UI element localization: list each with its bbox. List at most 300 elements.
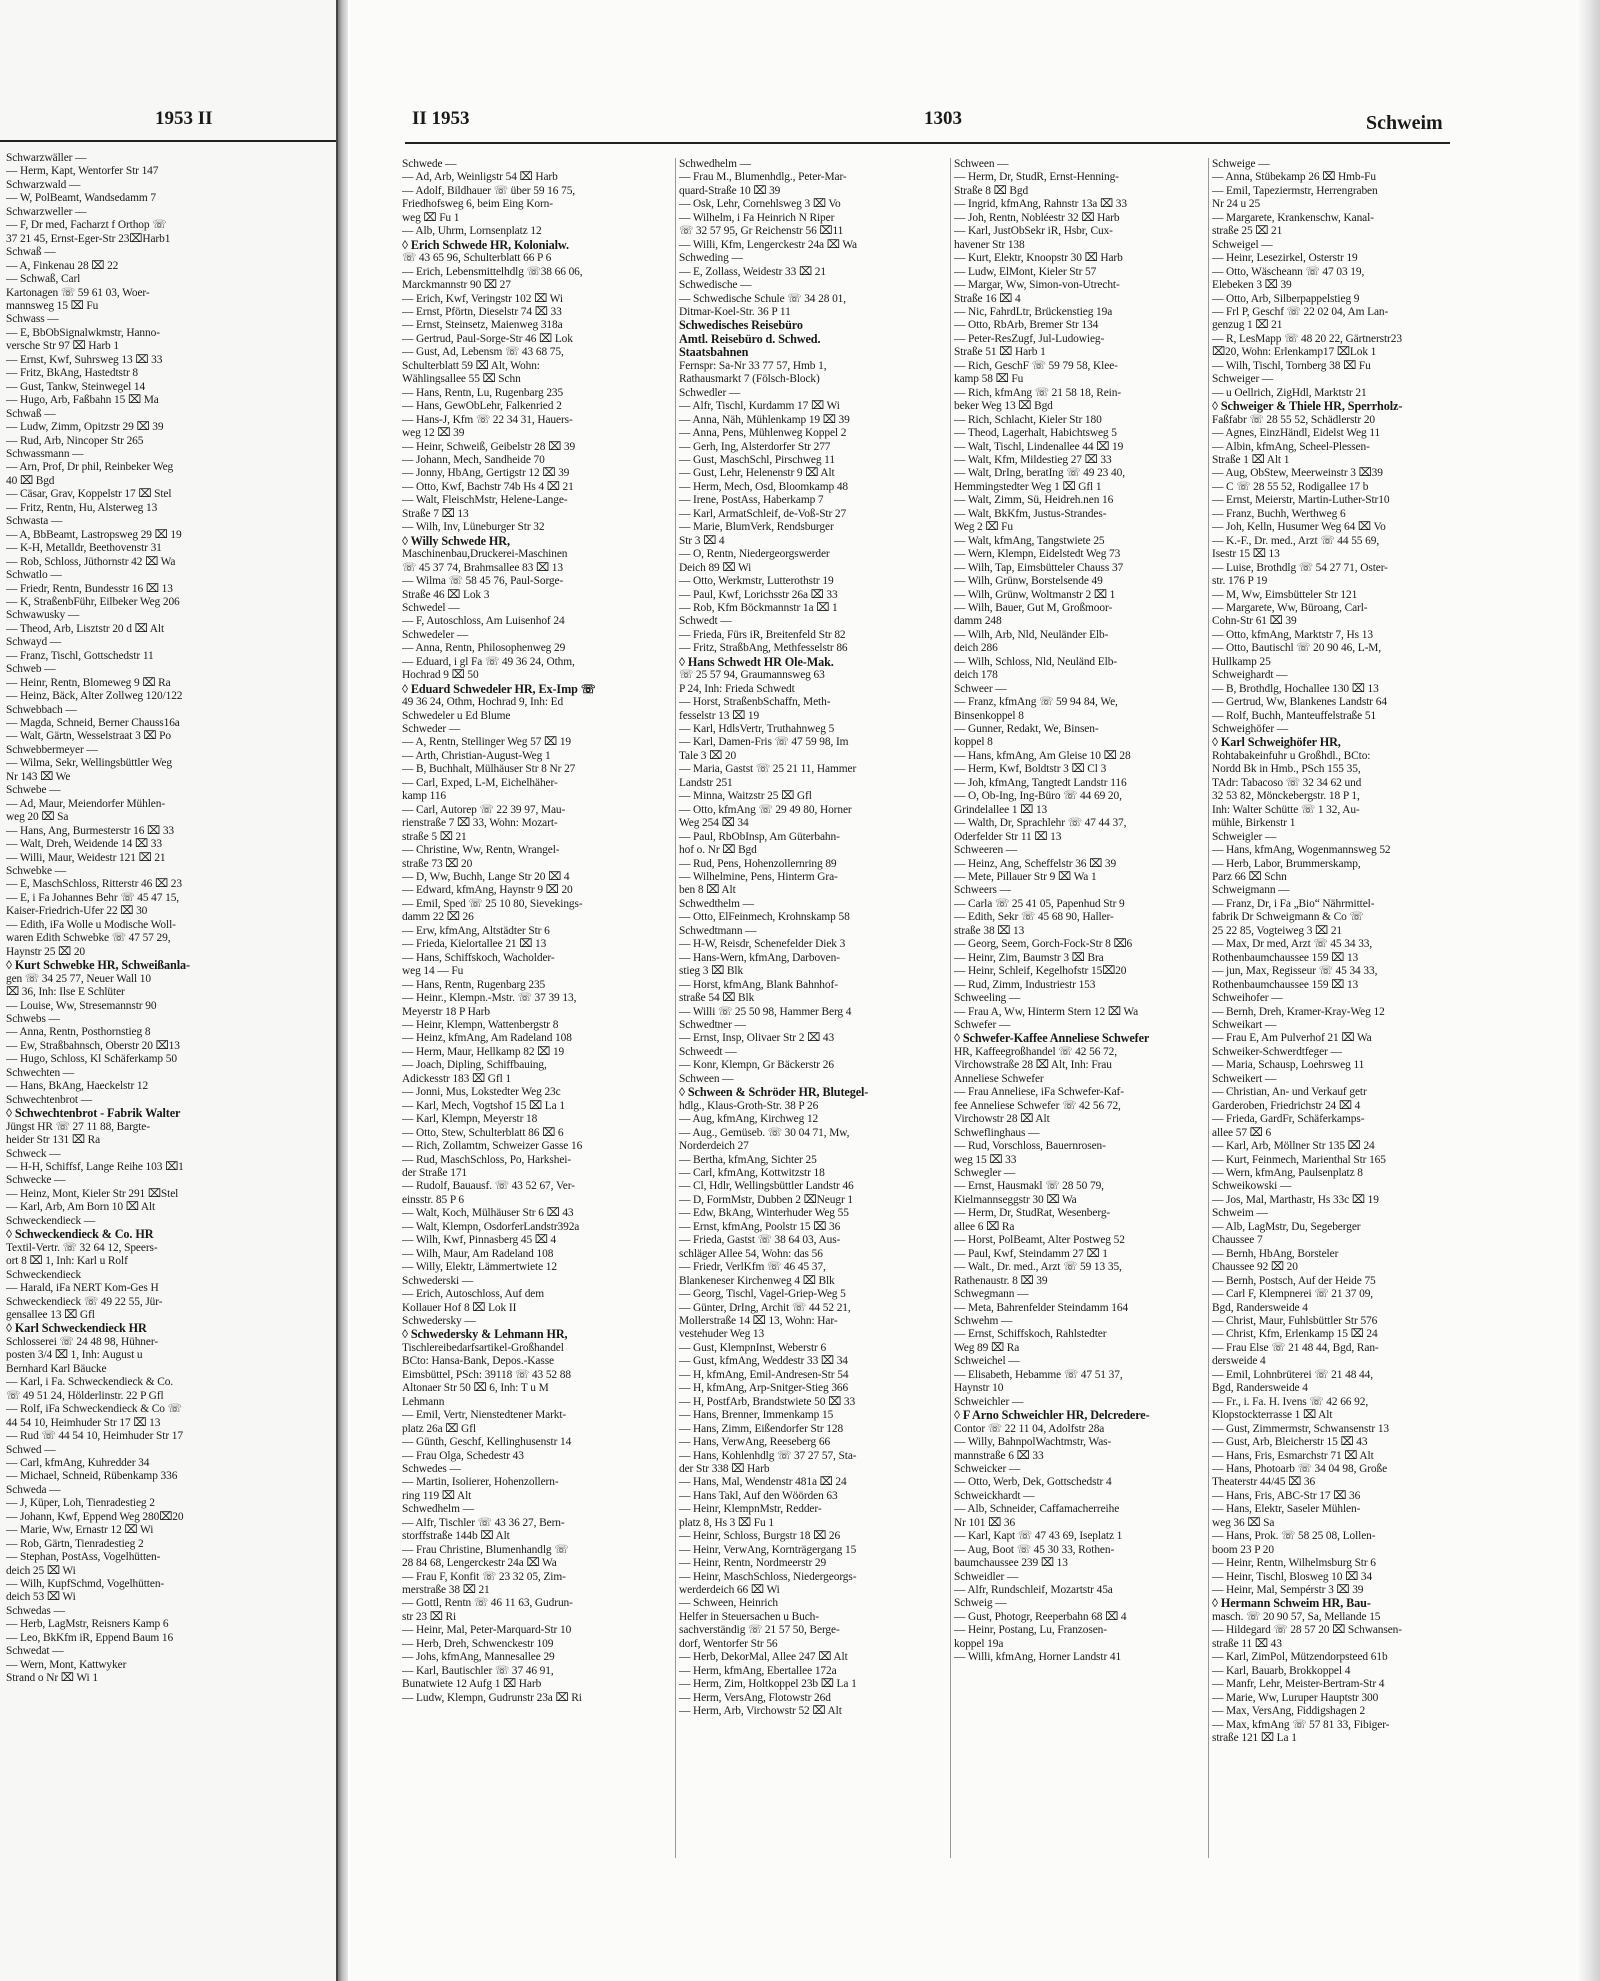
directory-entry-line: storffstraße 144b ⌧ Alt — [402, 1530, 510, 1543]
surname-heading: Schween — — [679, 1072, 734, 1085]
directory-entry-line: — Otto, Werb, Dek, Gottschedstr 4 — [954, 1476, 1112, 1489]
surname-heading: Schweigler — — [1212, 830, 1277, 843]
directory-entry-line: — A, Finkenau 28 ⌧ 22 — [6, 259, 119, 272]
directory-entry-line: — Michael, Schneid, Rübenkamp 336 — [6, 1470, 178, 1483]
surname-heading: Schweighardt — — [1212, 669, 1288, 682]
directory-entry-line: — Emil, Vertr, Nienstedtener Markt- — [402, 1409, 567, 1422]
directory-entry-line: Kollauer Hof 8 ⌧ Lok II — [402, 1301, 517, 1314]
directory-entry-line: — Aug, ObStew, Meerweinstr 3 ⌧39 — [1212, 467, 1383, 480]
directory-entry-line: ☏ 32 57 95, Gr Reichenstr 56 ⌧11 — [679, 225, 844, 238]
directory-entry-line: einsstr. 85 P 6 — [402, 1193, 464, 1206]
directory-entry-line: Amtl. Reisebüro d. Schwed. — [679, 332, 821, 346]
directory-entry-line: Hochrad 9 ⌧ 50 — [402, 669, 479, 682]
directory-entry-line: — Cl, Hdlr, Wellingsbüttler Landstr 46 — [679, 1180, 854, 1193]
directory-entry-line: — Ad, Maur, Meiendorfer Mühlen- — [6, 797, 166, 810]
directory-entry-line: — Magda, Schneid, Berner Chauss16a — [6, 717, 180, 730]
directory-entry-line: — Heinr, Rentn, Wilhelmsburg Str 6 — [1212, 1557, 1376, 1570]
directory-entry-line: str 23 ⌧ Ri — [402, 1610, 457, 1623]
surname-heading: Schwassmann — — [6, 447, 84, 460]
directory-entry-line: — Heinz, Ang, Scheffelstr 36 ⌧ 39 — [954, 857, 1117, 870]
directory-entry-line: — Theod, Arb, Lisztstr 20 d ⌧ Alt — [6, 622, 165, 635]
directory-entry-line: — Marie, Ww, Ernastr 12 ⌧ Wi — [6, 1524, 154, 1537]
directory-entry-line: — Rich, Schlacht, Kieler Str 180 — [954, 413, 1102, 426]
directory-entry-line: Haynstr 10 — [954, 1382, 1004, 1395]
directory-entry-line: — Wern, Klempn, Eidelstedt Weg 73 — [954, 548, 1121, 561]
directory-entry-line: Cohn-Str 61 ⌧ 39 — [1212, 615, 1297, 628]
surname-heading: Schweihofer — — [1212, 992, 1283, 1005]
directory-entry-line: fesselstr 13 ⌧ 19 — [679, 709, 760, 722]
directory-entry-line: — Erw, kfmAng, Altstädter Str 6 — [402, 924, 550, 937]
surname-heading: Schwedhelm — — [402, 1503, 474, 1516]
directory-entry-line: — Ludw, ElMont, Kieler Str 57 — [954, 265, 1097, 278]
directory-entry-line: — Otto, Bautischl ☏ 20 90 46, L-M, — [1212, 642, 1382, 655]
directory-entry-line: merstraße 38 ⌧ 21 — [402, 1584, 490, 1597]
surname-heading: Schwatlo — — [6, 569, 62, 582]
directory-entry-line: — Otto, Werkmstr, Lutterothstr 19 — [679, 575, 834, 588]
surname-heading: Schweigel — — [1212, 238, 1273, 251]
directory-entry-line: — Bertha, kfmAng, Sichter 25 — [679, 1153, 817, 1166]
directory-entry-line: — E, BbObSignalwkmstr, Hanno- — [6, 326, 160, 339]
directory-entry-line: — Fr., i. Fa. H. Ivens ☏ 42 66 92, — [1212, 1395, 1369, 1408]
directory-entry-line: — Carl F, Klempnerei ☏ 21 37 09, — [1212, 1288, 1374, 1301]
directory-entry-line: havener Str 138 — [954, 238, 1025, 251]
directory-entry-line: — Rob, Gärtn, Tienradestieg 2 — [6, 1537, 144, 1550]
directory-entry-line: straße 38 ⌧ 13 — [954, 924, 1025, 937]
left-page-column — [6, 152, 324, 1872]
directory-entry-line: — Fritz, StraßbAng, Methfesselstr 86 — [679, 642, 848, 655]
directory-entry-line: — Irene, PostAss, Haberkamp 7 — [679, 494, 824, 507]
directory-entry-line: deich 25 ⌧ Wi — [6, 1564, 76, 1577]
directory-entry-line: — Walt, Koch, Mülhäuser Str 6 ⌧ 43 — [402, 1207, 574, 1220]
directory-entry-line: Jüngst HR ☏ 27 11 88, Bargte- — [6, 1120, 150, 1133]
directory-entry-line: — Franz, Tischl, Gottschedstr 11 — [6, 649, 154, 662]
directory-entry-line: Rohtabakeinfuhr u Großhdl., BCto: — [1212, 749, 1371, 762]
surname-heading: Schwebbermeyer — — [6, 743, 98, 756]
directory-entry-line: Haynstr 25 ⌧ 20 — [6, 945, 86, 958]
directory-entry-line: — Wilhelmine, Pens, Hinterm Gra- — [679, 871, 838, 884]
directory-entry-line: — Ernst, kfmAng, Poolstr 15 ⌧ 36 — [679, 1220, 841, 1233]
directory-entry-line: ☏ 43 65 96, Schulterblatt 66 P 6 — [402, 252, 552, 265]
directory-entry-line: ⌧20, Wohn: Erlenkamp17 ⌧Lok 1 — [1212, 346, 1377, 359]
directory-entry-line: — Hans, Brenner, Immenkamp 15 — [679, 1409, 834, 1422]
directory-entry-line: — Wilma ☏ 58 45 76, Paul-Sorge- — [402, 575, 564, 588]
directory-entry-line: — B, Brothdlg, Hochallee 130 ⌧ 13 — [1212, 682, 1379, 695]
surname-heading: Schwederski — — [402, 1274, 474, 1287]
directory-entry-line: — Walt, Tischl, Lindenallee 44 ⌧ 19 — [954, 440, 1124, 453]
directory-entry-line: — Osk, Lehr, Cornehlsweg 3 ⌧ Vo — [679, 198, 841, 211]
directory-entry-line: — Hans, GewObLehr, Falkenried 2 — [402, 400, 562, 413]
directory-entry-line: — Harald, iFa NERT Kom-Ges H — [6, 1282, 159, 1295]
directory-entry-line: — Karl, Mech, Vogtshof 15 ⌧ La 1 — [402, 1099, 565, 1112]
directory-entry-line: — Mete, Pillauer Str 9 ⌧ Wa 1 — [954, 871, 1097, 884]
directory-entry-line: — A, Rentn, Stellinger Weg 57 ⌧ 19 — [402, 736, 572, 749]
directory-entry-line: Rathenaustr. 8 ⌧ 39 — [954, 1274, 1048, 1287]
directory-entry-line: ◊ F Arno Schweichler HR, Delcredere- — [954, 1409, 1150, 1423]
directory-entry-line: — O, Ob-Ing, Ing-Büro ☏ 44 69 20, — [954, 790, 1122, 803]
directory-entry-line: — Willy, Elektr, Lämmertwiete 12 — [402, 1261, 557, 1274]
running-head: Schweim — [1366, 112, 1443, 134]
directory-entry-line: — Paul, Kwf, Lorichsstr 26a ⌧ 33 — [679, 588, 838, 601]
directory-entry-line: — Hans, Mal, Wendenstr 481a ⌧ 24 — [679, 1476, 847, 1489]
directory-entry-line: fee Anneliese Schwefer ☏ 42 56 72, — [954, 1099, 1121, 1112]
surname-heading: Schwegler — — [954, 1166, 1016, 1179]
directory-entry-line: — Louise, Ww, Stresemannstr 90 — [6, 999, 157, 1012]
directory-entry-line: — Max, Dr med, Arzt ☏ 45 34 33, — [1212, 938, 1373, 951]
directory-entry-line: Nr 101 ⌧ 36 — [954, 1516, 1016, 1529]
directory-entry-line: Hullkamp 25 — [1212, 655, 1271, 668]
directory-entry-line: — Karl, Arb, Möllner Str 135 ⌧ 24 — [1212, 1140, 1375, 1153]
directory-entry-line: schläger Allee 54, Wohn: das 56 — [679, 1247, 823, 1260]
directory-entry-line: — Walt, DrIng, beratIng ☏ 49 23 40, — [954, 467, 1125, 480]
directory-entry-line: — Gust, Zimmermstr, Schwansenstr 13 — [1212, 1422, 1390, 1435]
surname-heading: Schweim — — [1212, 1207, 1268, 1220]
directory-entry-line: — Hans, Kohlenhdlg ☏ 37 27 57, Sta- — [679, 1449, 857, 1462]
directory-entry-line: — Hans, Rentn, Rugenbarg 235 — [402, 978, 546, 991]
directory-entry-line: kamp 58 ⌧ Fu — [954, 373, 1024, 386]
directory-entry-line: ⌧ 36, Inh: Ilse E Schlüter — [6, 986, 125, 999]
directory-entry-line: damm 22 ⌧ 26 — [402, 911, 474, 924]
directory-entry-line: Rothenbaumchaussee 159 ⌧ 13 — [1212, 951, 1359, 964]
directory-entry-line: — B, Buchhalt, Mülhäuser Str 8 Nr 27 — [402, 763, 576, 776]
directory-entry-line: — Karl, Klempn, Meyerstr 18 — [402, 1113, 538, 1126]
directory-entry-line: — Heinz, Mont, Kieler Str 291 ⌧Stel — [6, 1187, 179, 1200]
directory-entry-line: Wählingsallee 55 ⌧ Schn — [402, 373, 521, 386]
directory-entry-line: — Hans, Photoarb ☏ 34 04 98, Große — [1212, 1462, 1388, 1475]
directory-entry-line: koppel 8 — [954, 736, 993, 749]
directory-entry-line: — Schwedische Schule ☏ 34 28 01, — [679, 292, 847, 305]
directory-entry-line: — Hans, Fris, Esmarchstr 71 ⌧ Alt — [1212, 1449, 1374, 1462]
directory-entry-line: — Frau Anneliese, iFa Schwefer-Kaf- — [954, 1086, 1124, 1099]
directory-entry-line: Schwedeler u Ed Blume — [402, 709, 511, 722]
directory-entry-line: — Alfr, Rundschleif, Mozartstr 45a — [954, 1584, 1113, 1597]
directory-entry-line: koppel 19a — [954, 1637, 1004, 1650]
directory-entry-line: — Hans, Ang, Burmesterstr 16 ⌧ 33 — [6, 824, 175, 837]
directory-entry-line: — Edw, BkAng, Winterhuder Weg 55 — [679, 1207, 849, 1220]
directory-entry-line: ◊ Karl Schweighöfer HR, — [1212, 736, 1341, 750]
surname-heading: Schwawusky — — [6, 609, 80, 622]
directory-entry-line: Strand o Nr ⌧ Wi 1 — [6, 1672, 98, 1685]
directory-entry-line: 37 21 45, Ernst-Eger-Str 23⌧Harb1 — [6, 232, 171, 245]
surname-heading: Schweigmann — — [1212, 884, 1290, 897]
surname-heading: Schwayd — — [6, 636, 62, 649]
surname-heading: Schweikart — — [1212, 1019, 1277, 1031]
directory-entry-line: — Heinr, Mal, Peter-Marquard-Str 10 — [402, 1624, 572, 1637]
surname-heading: Schwasta — — [6, 515, 63, 528]
directory-entry-line: straße 54 ⌧ Blk — [679, 992, 755, 1005]
directory-entry-line: — Schween, Heinrich — [679, 1597, 779, 1610]
directory-entry-line: — Hans, VerwAng, Reeseberg 66 — [679, 1436, 831, 1449]
directory-entry-line: — Max, kfmAng ☏ 57 81 33, Fibiger- — [1212, 1718, 1390, 1731]
directory-column-1 — [402, 158, 672, 1868]
directory-entry-line: — Wilh, Bauer, Gut M, Großmoor- — [954, 601, 1113, 614]
directory-entry-line: — Stephan, PostAss, Vogelhütten- — [6, 1551, 161, 1564]
directory-entry-line: — Eduard, i gl Fa ☏ 49 36 24, Othm, — [402, 655, 575, 668]
directory-entry-line: ◊ Schwechtenbrot - Fabrik Walter — [6, 1107, 181, 1121]
directory-entry-line: Textil-Vertr. ☏ 32 64 12, Speers- — [6, 1241, 158, 1254]
surname-heading: Schweckendieck — — [6, 1214, 96, 1227]
directory-entry-line: Bunatwiete 12 Aufg 1 ⌧ Harb — [402, 1678, 542, 1691]
directory-entry-line: — Otto, ElFeinmech, Krohnskamp 58 — [679, 911, 850, 924]
directory-entry-line: Rathausmarkt 7 (Fölsch-Block) — [679, 373, 820, 386]
directory-entry-line: — Wilh, KupfSchmd, Vogelhütten- — [6, 1578, 165, 1591]
directory-entry-line: — Gust, MaschSchl, Pirschweg 11 — [679, 453, 835, 466]
directory-entry-line: — Ew, Straßbahnsch, Oberstr 20 ⌧13 — [6, 1039, 180, 1052]
directory-entry-line: — Anna, Stübekamp 26 ⌧ Hmb-Fu — [1212, 171, 1376, 184]
directory-entry-line: — Willy, BahnpolWachtmstr, Was- — [954, 1436, 1112, 1449]
directory-entry-line: — Ernst, Pförtn, Dieselstr 74 ⌧ 33 — [402, 305, 562, 318]
directory-entry-line: — Margar, Ww, Simon-von-Utrecht- — [954, 279, 1120, 292]
directory-entry-line: Kaiser-Friedrich-Ufer 22 ⌧ 30 — [6, 905, 148, 918]
directory-entry-line: — Alb, LagMstr, Du, Segeberger — [1212, 1220, 1361, 1233]
directory-entry-line: Adickesstr 183 ⌧ Gfl 1 — [402, 1072, 511, 1085]
directory-entry-line: BCto: Hansa-Bank, Depos.-Kasse — [402, 1355, 555, 1368]
surname-heading: Schwecke — — [6, 1174, 66, 1187]
directory-entry-line: — Otto, Stew, Schulterblatt 86 ⌧ 6 — [402, 1126, 564, 1139]
directory-entry-line: — Herm, Mech, Osd, Bloomkamp 48 — [679, 480, 849, 493]
directory-entry-line: — Karl, Bautischler ☏ 37 46 91, — [402, 1664, 554, 1677]
directory-entry-line: — Schwaß, Carl — [6, 273, 81, 286]
directory-entry-line: der Straße 171 — [402, 1166, 468, 1179]
directory-entry-line: — Otto, RbArb, Bremer Str 134 — [954, 319, 1099, 332]
directory-entry-line: — Fritz, Rentn, Hu, Alsterweg 13 — [6, 501, 158, 514]
directory-entry-line: Meyerstr 18 P Harb — [402, 1005, 490, 1018]
directory-entry-line: — Frau Else ☏ 21 48 44, Bgd, Ran- — [1212, 1341, 1379, 1354]
directory-entry-line: ◊ Erich Schwede HR, Kolonialw. — [402, 238, 569, 252]
directory-entry-line: — Walth, Dr, Sprachlehr ☏ 47 44 37, — [954, 817, 1127, 830]
directory-entry-line: — Gertrud, Paul-Sorge-Str 46 ⌧ Lok — [402, 332, 573, 345]
directory-entry-line: — Horst, kfmAng, Blank Bahnhof- — [679, 978, 838, 991]
surname-heading: Schwedersky — — [402, 1314, 476, 1327]
directory-entry-line: Contor ☏ 22 11 04, Adolfstr 28a — [954, 1422, 1105, 1435]
directory-entry-line: — Paul, Kwf, Steindamm 27 ⌧ 1 — [954, 1247, 1108, 1260]
directory-entry-line: — Horst, PolBeamt, Alter Postweg 52 — [954, 1234, 1125, 1247]
directory-entry-line: — Marie, BlumVerk, Rendsburger — [679, 521, 834, 534]
header-rule-left — [0, 140, 336, 142]
directory-entry-line: — Georg, Seem, Gorch-Fock-Str 8 ⌧6 — [954, 938, 1133, 951]
surname-heading: Schweidler — — [954, 1570, 1019, 1583]
directory-entry-line: — Walt, kfmAng, Tangstwiete 25 — [954, 534, 1105, 547]
directory-entry-line: — Christian, An- und Verkauf getr — [1212, 1086, 1367, 1099]
directory-entry-line: Straße 51 ⌧ Harb 1 — [954, 346, 1046, 359]
directory-entry-line: — Rolf, iFa Schweckendieck & Co ☏ — [6, 1403, 182, 1416]
directory-entry-line: — Peter-ResZugf, Jul-Ludowieg- — [954, 332, 1105, 345]
column-separator — [950, 158, 951, 1858]
directory-entry-line: ◊ Schweckendieck & Co. HR — [6, 1228, 154, 1242]
directory-entry-line: — Wilh, Schloss, Nld, Neuländ Elb- — [954, 655, 1117, 668]
directory-entry-line: — Alfr, Tischl, Kurdamm 17 ⌧ Wi — [679, 400, 840, 413]
directory-entry-line: — Franz, kfmAng ☏ 59 94 84, We, — [954, 696, 1118, 709]
directory-entry-line: straße 5 ⌧ 21 — [402, 830, 467, 843]
directory-entry-line: Hemmingstedter Weg 1 ⌧ Gfl 1 — [954, 480, 1102, 493]
directory-entry-line: — Gust, Photogr, Reeperbahn 68 ⌧ 4 — [954, 1610, 1127, 1623]
directory-entry-line: — Wilma, Sekr, Wellingsbüttler Weg — [6, 757, 172, 770]
directory-entry-line: — Erich, Kwf, Veringstr 102 ⌧ Wi — [402, 292, 563, 305]
directory-entry-line: — Heinr, Rentn, Nordmeerstr 29 — [679, 1557, 827, 1570]
directory-entry-line: — Wilh, Inv, Lüneburger Str 32 — [402, 521, 545, 534]
directory-entry-line: deich 286 — [954, 642, 998, 655]
directory-entry-line: Bgd, Randersweide 4 — [1212, 1382, 1308, 1395]
directory-entry-line: — F, Autoschloss, Am Luisenhof 24 — [402, 615, 565, 628]
directory-entry-line: — Heinr, Schloss, Burgstr 18 ⌧ 26 — [679, 1530, 841, 1543]
directory-entry-line: straße 11 ⌧ 43 — [1212, 1637, 1282, 1650]
directory-entry-line: — Wilh, Kwf, Pinnasberg 45 ⌧ 4 — [402, 1234, 557, 1247]
directory-entry-line: — Walt, Klempn, OsdorferLandstr392a — [402, 1220, 580, 1233]
directory-entry-line: ☏ 45 37 74, Brahmsallee 83 ⌧ 13 — [402, 561, 563, 574]
directory-entry-line: — Walt, Kfm, Mildestieg 27 ⌧ 33 — [954, 453, 1112, 466]
directory-entry-line: — Frau Olga, Schedestr 43 — [402, 1449, 524, 1462]
surname-heading: Schweck — — [6, 1147, 61, 1160]
directory-entry-line: — Manfr, Lehr, Meister-Bertram-Str 4 — [1212, 1678, 1385, 1691]
directory-entry-line: — Heinz, Bäck, Alter Zollweg 120/122 — [6, 690, 183, 703]
directory-entry-line: — H, kfmAng, Emil-Andresen-Str 54 — [679, 1368, 849, 1381]
directory-entry-line: — Heinr, Schweiß, Geibelstr 28 ⌧ 39 — [402, 440, 576, 453]
directory-entry-line: — Heinr, KlempnMstr, Redder- — [679, 1503, 822, 1516]
directory-entry-line: — Wern, kfmAng, Paulsenplatz 8 — [1212, 1166, 1363, 1179]
directory-entry-line: Nordd Bk in Hmb., PSch 155 35, — [1212, 763, 1361, 776]
surname-heading: Schwedhelm — — [679, 158, 751, 170]
directory-entry-line: kamp 116 — [402, 790, 447, 803]
directory-entry-line: — Jonny, HbAng, Gertigstr 12 ⌧ 39 — [402, 467, 570, 480]
surname-heading: Schwebs — — [6, 1013, 60, 1025]
directory-entry-line: — Willi, Maur, Weidestr 121 ⌧ 21 — [6, 851, 166, 864]
directory-entry-line: — Johann, Kwf, Eppend Weg 280⌧20 — [6, 1510, 184, 1523]
column-separator — [1208, 158, 1209, 1858]
directory-entry-line: gensallee 13 ⌧ Gfl — [6, 1308, 95, 1321]
directory-entry-line: — Gerh, Ing, Alsterdorfer Str 277 — [679, 440, 831, 453]
directory-entry-line: fabrik Dr Schweigmann & Co ☏ — [1212, 911, 1364, 924]
directory-entry-line: — Ernst, Insp, Olivaer Str 2 ⌧ 43 — [679, 1032, 835, 1045]
directory-entry-line: — Wilh, Arb, Nld, Neuländer Elb- — [954, 628, 1109, 641]
directory-entry-line: Elebeken 3 ⌧ 39 — [1212, 279, 1292, 292]
directory-entry-line: — Anna, Näh, Mühlenkamp 19 ⌧ 39 — [679, 413, 850, 426]
directory-entry-line: — Cäsar, Grav, Koppelstr 17 ⌧ Stel — [6, 488, 172, 501]
directory-entry-line: — Rob, Schloss, Jüthornstr 42 ⌧ Wa — [6, 555, 176, 568]
surname-heading: Schwebe — — [6, 784, 61, 797]
surname-heading: Schweeling — — [954, 992, 1021, 1005]
directory-entry-line: Weg 89 ⌧ Ra — [954, 1341, 1020, 1354]
directory-entry-line: — Gertrud, Ww, Blankenes Landstr 64 — [1212, 696, 1387, 709]
directory-entry-line: masch. ☏ 20 90 57, Sa, Mellande 15 — [1212, 1610, 1381, 1623]
directory-entry-line: — Wilhelm, i Fa Heinrich N Riper — [679, 211, 835, 224]
surname-heading: Schwebbach — — [6, 703, 77, 716]
directory-entry-line: heider Str 131 ⌧ Ra — [6, 1134, 101, 1147]
right-page-header-left: II 1953 — [412, 108, 470, 129]
surname-heading: Schweflinghaus — — [954, 1126, 1040, 1139]
directory-entry-line: 49 36 24, Othm, Hochrad 9, Inh: Ed — [402, 696, 564, 709]
directory-entry-line: Staatsbahnen — [679, 346, 749, 360]
directory-entry-line: — Hans, Elektr, Saseler Mühlen- — [1212, 1503, 1361, 1516]
surname-heading: Schwechten — — [6, 1066, 75, 1079]
directory-entry-line: — Wilh, Grünw, Woltmanstr 2 ⌧ 1 — [954, 588, 1116, 601]
directory-entry-line: Schlosserei ☏ 24 48 98, Hühner- — [6, 1335, 159, 1348]
directory-entry-line: — Herb, Labor, Brummerskamp, — [1212, 857, 1361, 870]
directory-entry-line: Isestr 15 ⌧ 13 — [1212, 548, 1280, 561]
directory-entry-line: — Arth, Christian-August-Weg 1 — [402, 749, 551, 762]
directory-entry-line: — W, PolBeamt, Wandsedamm 7 — [6, 192, 156, 205]
directory-entry-line: str. 176 P 19 — [1212, 575, 1268, 588]
directory-entry-line: mühle, Birkenstr 1 — [1212, 817, 1296, 830]
directory-entry-line: weg 20 ⌧ Sa — [6, 811, 69, 824]
directory-entry-line: Lehmann — [402, 1395, 445, 1408]
surname-heading: Schweickhardt — — [954, 1489, 1035, 1502]
surname-heading: Schwedeler — — [402, 628, 469, 641]
directory-entry-line: mannsweg 15 ⌧ Fu — [6, 299, 99, 312]
directory-entry-line: weg 15 ⌧ 33 — [954, 1153, 1017, 1166]
directory-entry-line: baumchaussee 239 ⌧ 13 — [954, 1557, 1068, 1570]
directory-entry-line: — Wilh, Tischl, Tornberg 38 ⌧ Fu — [1212, 359, 1371, 372]
directory-entry-line: — D, Ww, Buchh, Lange Str 20 ⌧ 4 — [402, 871, 570, 884]
directory-entry-line: mannstraße 6 ⌧ 33 — [954, 1449, 1044, 1462]
directory-entry-line: weg ⌧ Fu 1 — [402, 211, 460, 224]
directory-entry-line: — Maria, Schausp, Loehrsweg 11 — [1212, 1059, 1365, 1072]
surname-heading: Schwechtenbrot — — [6, 1093, 93, 1106]
directory-entry-line: — Heinr, Mal, Sempérstr 3 ⌧ 39 — [1212, 1584, 1364, 1597]
directory-entry-line: — K, StraßenbFühr, Eilbeker Weg 206 — [6, 595, 180, 608]
directory-entry-line: — Herm, Maur, Hellkamp 82 ⌧ 19 — [402, 1045, 565, 1058]
directory-entry-line: — Willi, Kfm, Lengerckestr 24a ⌧ Wa — [679, 238, 858, 251]
directory-entry-line: — Carla ☏ 25 41 05, Papenhud Str 9 — [954, 897, 1125, 910]
directory-entry-line: — Gust, kfmAng, Weddestr 33 ⌧ 34 — [679, 1355, 848, 1368]
directory-entry-line: — Herm, Kwf, Boldtstr 3 ⌧ Cl 3 — [954, 763, 1107, 776]
directory-entry-line: — Edith, iFa Wolle u Modische Woll- — [6, 918, 176, 931]
directory-entry-line: — Carl, Autorep ☏ 22 39 97, Mau- — [402, 803, 566, 816]
directory-entry-line: — Frau M., Blumenhdlg., Peter-Mar- — [679, 171, 847, 184]
directory-entry-line: — Jos, Mal, Marthastr, Hs 33c ⌧ 19 — [1212, 1193, 1379, 1206]
directory-entry-line: — R, LesMapp ☏ 48 20 22, Gärtnerstr23 — [1212, 332, 1402, 345]
surname-heading: Schweiker-Schwerdtfeger — — [1212, 1045, 1342, 1058]
directory-entry-line: — Heinr., Klempn.-Mstr. ☏ 37 39 13, — [402, 992, 577, 1005]
surname-heading: Schwarzwald — — [6, 178, 81, 191]
directory-entry-line: — Herm, Kapt, Wentorfer Str 147 — [6, 165, 159, 178]
directory-entry-line: Tale 3 ⌧ 20 — [679, 749, 737, 762]
directory-entry-line: — Hans Takl, Auf den Wöörden 63 — [679, 1489, 838, 1502]
surname-heading: Schweiger — — [1212, 373, 1274, 386]
surname-heading: Schwed — — [6, 1443, 56, 1456]
directory-entry-line: — Elisabeth, Hebamme ☏ 47 51 37, — [954, 1368, 1123, 1381]
directory-entry-line: — Arn, Prof, Dr phil, Reinbeker Weg — [6, 461, 174, 474]
surname-heading: Schweig — — [954, 1597, 1007, 1610]
directory-entry-line: — Gust, Arb, Bleicherstr 15 ⌧ 43 — [1212, 1436, 1368, 1449]
directory-entry-line: — Heinr, Zim, Baumstr 3 ⌧ Bra — [954, 951, 1104, 964]
directory-entry-line: — Christ, Maur, Fuhlsbüttler Str 576 — [1212, 1314, 1378, 1327]
directory-entry-line: — Heinr, Postang, Lu, Franzosen- — [954, 1624, 1107, 1637]
directory-entry-line: — Margarete, Krankenschw, Kanal- — [1212, 211, 1374, 224]
directory-entry-line: — Ad, Arb, Weinligstr 54 ⌧ Harb — [402, 171, 558, 184]
directory-entry-line: Ditmar-Koel-Str. 36 P 11 — [679, 305, 791, 318]
directory-entry-line: — Max, VersAng, Fiddigshagen 2 — [1212, 1705, 1366, 1718]
surname-heading: Schwaß — — [6, 246, 56, 259]
directory-entry-line: — Jonni, Mus, Lokstedter Weg 23c — [402, 1086, 561, 1099]
directory-entry-line: — Meta, Bahrenfelder Steindamm 164 — [954, 1301, 1129, 1314]
directory-entry-line: — Herb, LagMstr, Reisners Kamp 6 — [6, 1618, 169, 1631]
surname-heading: Schweb — — [6, 663, 56, 676]
directory-entry-line: — Hans, Rentn, Lu, Rugenbarg 235 — [402, 386, 564, 399]
directory-entry-line: — Anna, Pens, Mühlenweg Koppel 2 — [679, 427, 847, 440]
directory-entry-line: — K.-F., Dr. med., Arzt ☏ 44 55 69, — [1212, 534, 1380, 547]
directory-entry-line: Helfer in Steuersachen u Buch- — [679, 1610, 819, 1623]
directory-entry-line: damm 248 — [954, 615, 1002, 628]
directory-entry-line: — Emil, Sped ☏ 25 10 80, Sievekings- — [402, 897, 583, 910]
directory-entry-line: Nr 24 u 25 — [1212, 198, 1261, 211]
directory-entry-line: — Bernh, HbAng, Borsteler — [1212, 1247, 1339, 1260]
directory-entry-line: — Christine, Ww, Rentn, Wrangel- — [402, 844, 560, 857]
directory-entry-line: rienstraße 7 ⌧ 33, Wohn: Mozart- — [402, 817, 558, 830]
directory-entry-line: platz 8, Hs 3 ⌧ Fu 1 — [679, 1516, 774, 1529]
directory-entry-line: Schulterblatt 59 ⌧ Alt, Wohn: — [402, 359, 540, 372]
directory-entry-line: — Erich, Autoschloss, Auf dem — [402, 1288, 545, 1301]
directory-entry-line: weg 12 ⌧ 39 — [402, 427, 465, 440]
directory-entry-line: dersweide 4 — [1212, 1355, 1266, 1368]
